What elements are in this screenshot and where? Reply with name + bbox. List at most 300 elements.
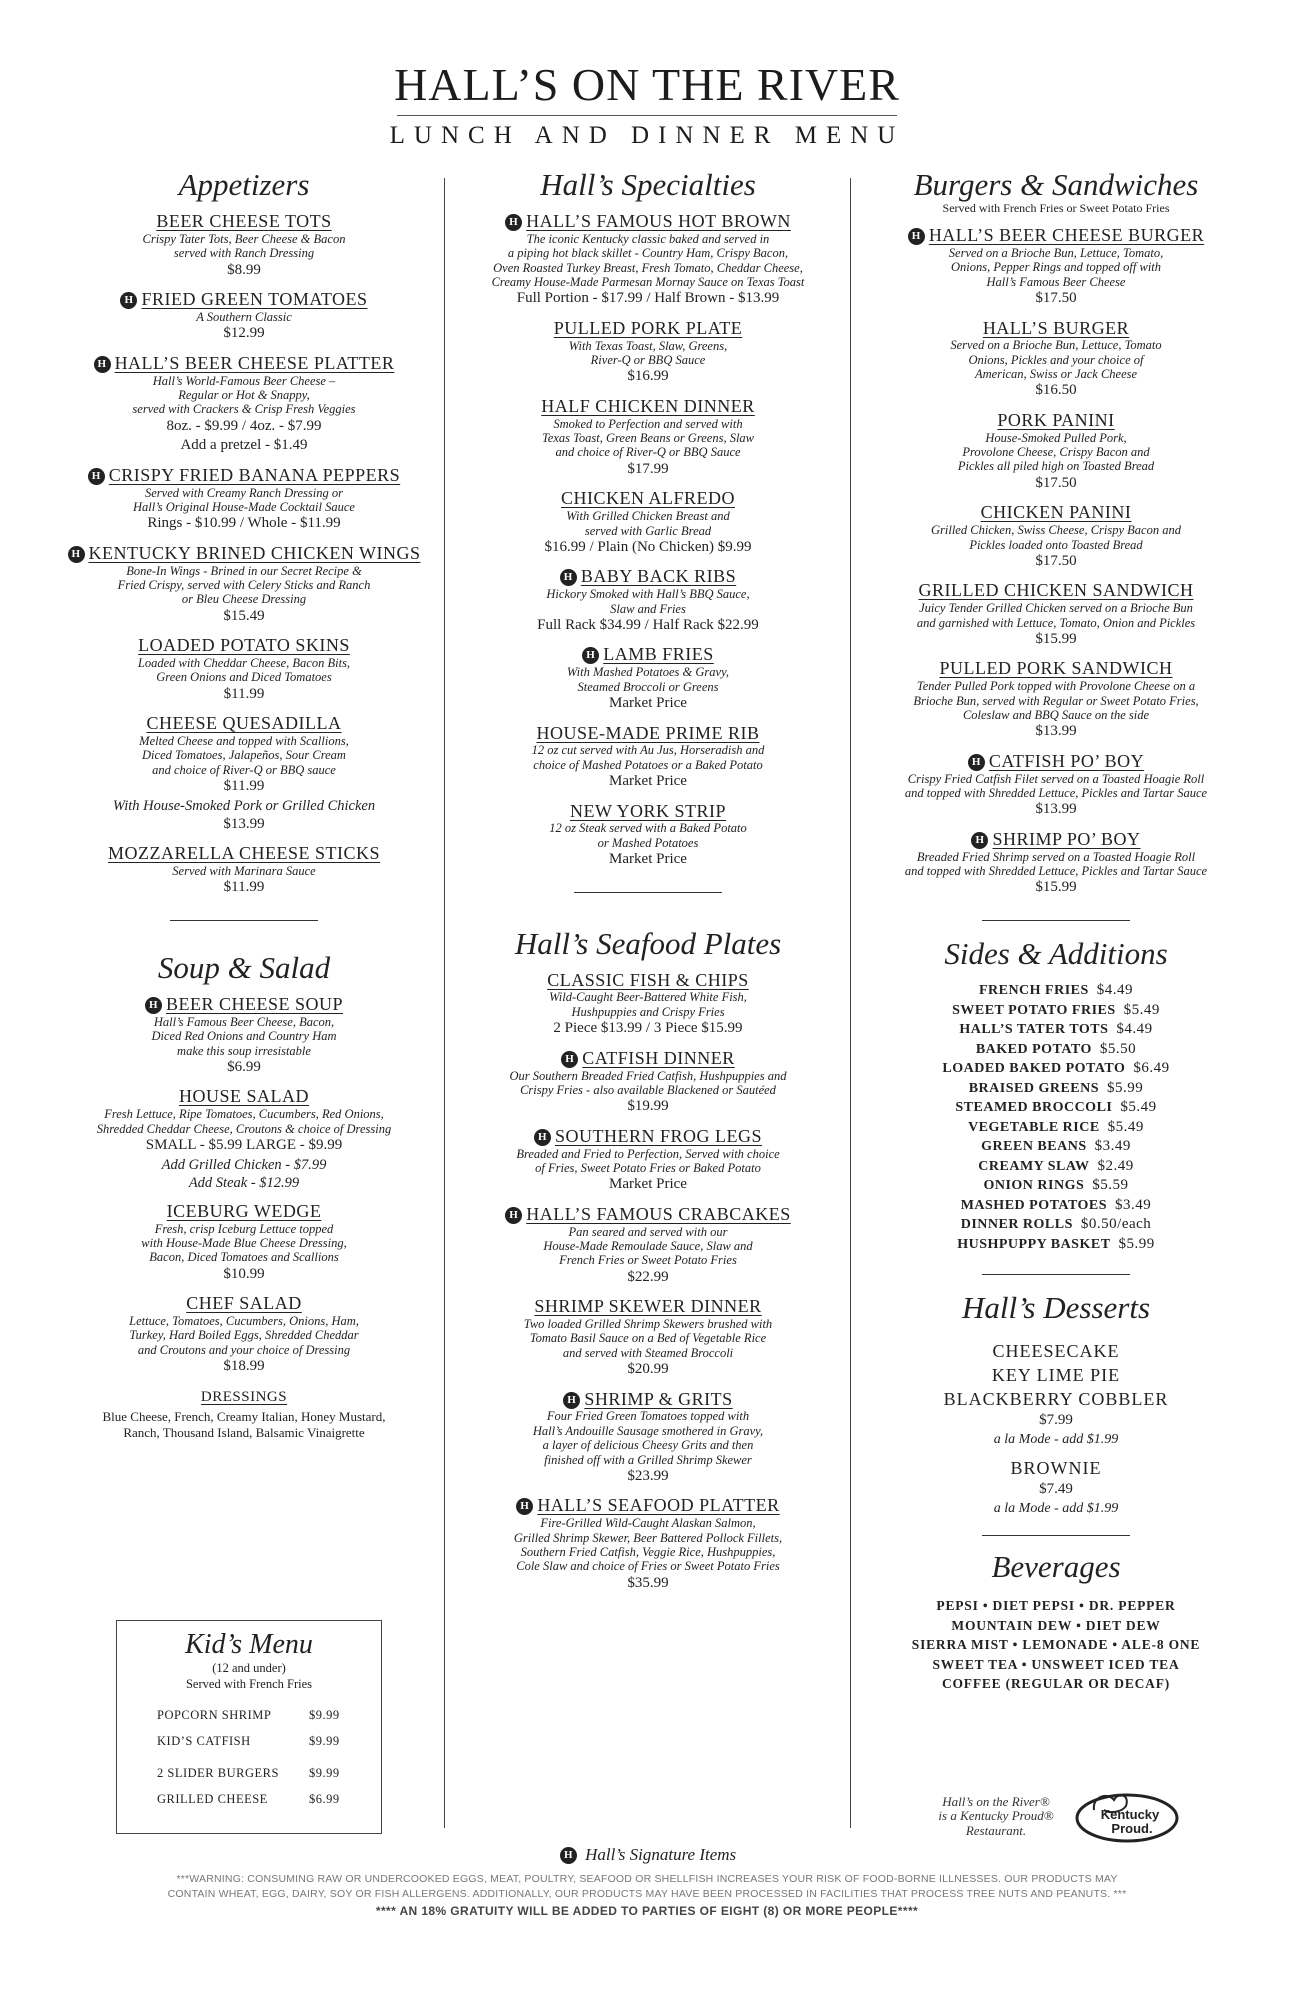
menu-item-price: $16.99 / Plain (No Chicken) $9.99 [544, 538, 752, 555]
menu-item [60, 714, 428, 834]
menu-item-description: River-Q or BBQ Sauce [590, 353, 706, 368]
menu-item-name-text: HALL’S BEER CHEESE PLATTER [114, 352, 395, 373]
menu-item-description: a piping hot black skillet - Country Ham, Crispy Bacon, [507, 246, 789, 261]
menu-item-description: and served with Steamed Broccoli [562, 1345, 734, 1360]
menu-item-name-text: SHRIMP SKEWER DINNER [534, 1296, 762, 1317]
menu-item-description: Served with Marinara Sauce [172, 864, 316, 879]
specialties-title: Hall’s Specialties [540, 167, 756, 202]
menu-item-name-text: PORK PANINI [997, 409, 1115, 430]
menu-item [462, 1297, 834, 1379]
menu-item-price: $13.99 [1035, 723, 1077, 740]
dressings-title: DRESSINGS [200, 1388, 288, 1405]
menu-item-description: Hall’s Famous Beer Cheese, Bacon, [153, 1014, 335, 1029]
menu-item-description: Brioche Bun, served with Regular or Sweet Potato Fries, [913, 693, 1199, 708]
menu-item-price: $22.99 [627, 1268, 669, 1285]
menu-item [866, 319, 1246, 401]
circled-h-icon: H [94, 356, 111, 373]
dessert-item: CHEESECAKE [992, 1341, 1120, 1362]
menu-item-description: Served with Creamy Ranch Dressing or [144, 485, 343, 500]
kids-item [117, 1708, 381, 1734]
menu-item-description: With Grilled Chicken Breast and [566, 509, 730, 524]
menu-item-description: House-Made Remoulade Sauce, Slaw and [543, 1239, 753, 1253]
kids-menu-title: Kid’s Menu [185, 1629, 313, 1660]
menu-item-description: Diced Tomatoes, Jalapeños, Sour Cream [142, 748, 346, 763]
menu-item-name [60, 844, 428, 864]
menu-item-price: $17.99 [627, 460, 669, 477]
side-item-name: SWEET POTATO FRIES [952, 1002, 1116, 1018]
menu-item-description: Onions, Pickles and your choice of [968, 352, 1144, 367]
menu-item-price: $11.99 [223, 685, 265, 702]
circled-h-icon: H [582, 647, 599, 664]
menu-item-description: Hall’s Famous Beer Cheese [986, 274, 1126, 289]
seafood-title: Hall’s Seafood Plates [514, 925, 782, 961]
menu-item [866, 581, 1246, 649]
menu-item-description: Fire-Grilled Wild-Caught Alaskan Salmon, [540, 1516, 756, 1531]
menu-item [462, 1496, 834, 1593]
dessert-item: BROWNIE [1010, 1458, 1102, 1479]
circled-h-icon: H [971, 832, 988, 849]
restaurant-title: HALL’S ON THE RIVER [394, 59, 900, 110]
menu-item-name-text: SOUTHERN FROG LEGS [554, 1125, 763, 1146]
menu-item-name-text: CATFISH DINNER [582, 1047, 735, 1068]
menu-item-name [462, 567, 834, 587]
beverages-title: Beverages [991, 1549, 1121, 1585]
side-item-name: FRENCH FRIES [978, 983, 1089, 999]
side-item-price: $5.49 [1107, 1118, 1144, 1135]
menu-item-name [866, 581, 1246, 601]
circled-h-icon: H [505, 214, 522, 231]
menu-item-name [462, 1049, 834, 1069]
menu-item-description: Loaded with Cheddar Cheese, Bacon Bits, [137, 656, 351, 670]
menu-item-name [60, 714, 428, 734]
menu-item-name-text: BEER CHEESE TOTS [156, 211, 332, 232]
menu-item-description: Green Onions and Diced Tomatoes [156, 670, 332, 685]
menu-item-name-text: HALL’S BURGER [982, 317, 1130, 338]
menu-item-description: Shredded Cheddar Cheese, Croutons & choice of Dressing [96, 1121, 392, 1136]
menu-item-name-text: CATFISH PO’ BOY [988, 750, 1145, 771]
circled-h-icon: H [908, 228, 925, 245]
menu-item [462, 1205, 834, 1287]
menu-item-price: Market Price [609, 773, 687, 790]
circled-h-icon: H [120, 292, 137, 309]
menu-item-description: Hushpuppies and Crispy Fries [571, 1004, 725, 1019]
menu-item-price: Rings - $10.99 / Whole - $11.99 [147, 515, 341, 532]
kids-item [117, 1792, 381, 1818]
menu-item-name [866, 830, 1246, 850]
menu-item-price: $15.99 [1035, 630, 1077, 647]
menu-item-addon-price: $13.99 [223, 815, 265, 832]
menu-item-name [60, 636, 428, 656]
menu-item-name-text: KENTUCKY BRINED CHICKEN WINGS [88, 542, 421, 563]
menu-item-name-text: HALL’S BEER CHEESE BURGER [928, 225, 1205, 246]
kentucky-proud-line: is a Kentucky Proud® [938, 1808, 1054, 1824]
soup-salad-title: Soup & Salad [157, 949, 331, 985]
menu-item [462, 319, 834, 387]
menu-item-description: With Texas Toast, Slaw, Greens, [568, 338, 728, 353]
menu-item-price: $15.49 [223, 607, 265, 624]
menu-item-price: $12.99 [223, 325, 265, 342]
circled-h-icon: H [516, 1498, 533, 1515]
side-item [866, 1020, 1246, 1040]
menu-item-description: 12 oz Steak served with a Baked Potato [549, 821, 747, 836]
menu-item-name [60, 1202, 428, 1222]
dressings-line-2: Ranch, Thousand Island, Balsamic Vinaigrette [123, 1425, 365, 1441]
dressings-block [60, 1389, 428, 1442]
menu-item-price: $15.99 [1035, 879, 1077, 896]
menu-item-name-text: HALF CHICKEN DINNER [541, 395, 755, 416]
menu-item-description: Juicy Tender Grilled Chicken served on a Brioche Bun [919, 601, 1193, 616]
burgers-note: Served with French Fries or Sweet Potato Fries [942, 201, 1170, 216]
menu-item-description: Fried Crispy, served with Celery Sticks and Ranch [117, 577, 371, 592]
side-item [866, 1235, 1246, 1255]
menu-item-name [462, 319, 834, 339]
side-item-price: $5.59 [1092, 1177, 1129, 1194]
menu-item-description: served with Crackers & Crisp Fresh Veggies [132, 402, 356, 417]
menu-item-name-text: PULLED PORK PLATE [553, 317, 743, 338]
menu-item-description: Coleslaw and BBQ Sauce on the side [962, 708, 1150, 722]
menu-item-price: Add a pretzel - $1.49 [180, 437, 308, 454]
header-rule [397, 115, 897, 116]
menu-item-name-text: CHICKEN ALFREDO [560, 488, 735, 509]
kids-item-name: POPCORN SHRIMP [157, 1708, 272, 1723]
menu-item-description: Two loaded Grilled Shrimp Skewers brushed with [523, 1317, 773, 1332]
desserts-title: Hall’s Desserts [961, 1290, 1151, 1326]
side-item-name: ONION RINGS [983, 1178, 1085, 1194]
side-item [866, 1118, 1246, 1138]
menu-item-description: Pickles all piled high on Toasted Bread [957, 459, 1155, 474]
menu-item-price: $17.50 [1035, 474, 1077, 491]
logo-text-proud: Proud. [1111, 1821, 1153, 1836]
menu-item-addon: With House-Smoked Pork or Grilled Chicken [112, 797, 376, 814]
menu-item-addon: Add Grilled Chicken - $7.99 [161, 1156, 327, 1173]
side-item-name: MASHED POTATOES [960, 1197, 1108, 1213]
kids-menu-fries-note: Served with French Fries [185, 1676, 313, 1691]
side-item-price: $6.49 [1133, 1060, 1170, 1077]
menu-item-price: Market Price [609, 851, 687, 868]
menu-item-name-text: MOZZARELLA CHEESE STICKS [107, 843, 380, 864]
allergen-warning-line-1: ***WARNING: CONSUMING RAW OR UNDERCOOKED EGGS, MEAT, POULTRY, SEAFOOD OR SHELLFISH INCREASES YOUR RISK OF FOOD-BORNE ILLNESSES. OUR PRODUCTS MAY [176, 1873, 1118, 1885]
menu-item-description: Regular or Hot & Snappy, [178, 387, 310, 402]
column-right [866, 168, 1246, 1694]
menu-item-description: Hall’s World-Famous Beer Cheese – [152, 373, 336, 388]
menu-item-price: $6.99 [227, 1058, 261, 1075]
menu-item-name-text: CRISPY FRIED BANANA PEPPERS [108, 464, 401, 485]
menu-item [60, 636, 428, 704]
circled-h-icon: H [145, 997, 162, 1014]
side-item-price: $2.49 [1097, 1157, 1134, 1174]
menu-item-price: $11.99 [223, 879, 265, 896]
section-divider [170, 920, 318, 921]
menu-item-name [462, 212, 834, 232]
menu-item [60, 1294, 428, 1376]
menu-item-price: $17.50 [1035, 552, 1077, 569]
menu-item-addon: Add Steak - $12.99 [188, 1174, 300, 1191]
side-item [866, 981, 1246, 1001]
menu-item-description: Slaw and Fries [610, 601, 686, 616]
menu-item-name-text: HALL’S FAMOUS HOT BROWN [526, 211, 791, 232]
menu-item-price: Full Rack $34.99 / Half Rack $22.99 [537, 616, 759, 633]
side-item-name: GREEN BEANS [981, 1139, 1087, 1155]
gratuity-note: **** AN 18% GRATUITY WILL BE ADDED TO PARTIES OF EIGHT (8) OR MORE PEOPLE**** [375, 1904, 919, 1919]
menu-item-description: Grilled Chicken, Swiss Cheese, Crispy Bacon and [931, 523, 1181, 538]
column-left [60, 168, 428, 1442]
menu-item-description: or Bleu Cheese Dressing [181, 592, 307, 607]
appetizers-list [60, 212, 428, 898]
menu-subtitle: LUNCH AND DINNER MENU [389, 122, 905, 149]
menu-item-description: Served on a Brioche Bun, Lettuce, Tomato [950, 338, 1162, 353]
menu-item-description: Breaded Fried Shrimp served on a Toasted Hoagie Roll [916, 849, 1196, 864]
menu-item-name [462, 724, 834, 744]
menu-item-name [866, 411, 1246, 431]
menu-item-name [462, 1297, 834, 1317]
menu-item-description: Served on a Brioche Bun, Lettuce, Tomato, [948, 245, 1164, 260]
menu-item-name [60, 995, 428, 1015]
menu-item-name [866, 659, 1246, 679]
dressings-line-1: Blue Cheese, French, Creamy Italian, Honey Mustard, [102, 1409, 386, 1425]
menu-item-description: and topped with Shredded Lettuce, Pickles and Tartar Sauce [904, 864, 1208, 879]
side-item [866, 1157, 1246, 1177]
side-item [866, 1059, 1246, 1079]
menu-item-price: Market Price [609, 1176, 687, 1193]
menu-item-description: choice of Mashed Potatoes or a Baked Potato [533, 757, 763, 772]
soup-salad-list [60, 995, 428, 1377]
side-item-price: $3.49 [1094, 1138, 1131, 1155]
menu-item-description: Turkey, Hard Boiled Eggs, Shredded Cheddar [129, 1328, 359, 1343]
menu-item [866, 830, 1246, 898]
kids-menu-age-note: (12 and under) [212, 1661, 286, 1675]
side-item [866, 1098, 1246, 1118]
menu-item [60, 1087, 428, 1191]
menu-item [462, 645, 834, 713]
menu-item-description: Pan seared and served with our [568, 1224, 728, 1239]
seafood-list [462, 971, 834, 1594]
side-item-price: $5.99 [1107, 1079, 1144, 1096]
kids-item-name: 2 SLIDER BURGERS [157, 1766, 279, 1781]
side-item-price: $5.49 [1123, 1001, 1160, 1018]
menu-item-price: $19.99 [627, 1098, 669, 1115]
menu-item-name [462, 1205, 834, 1225]
menu-item-name-text: CHEESE QUESADILLA [146, 713, 342, 734]
menu-item-price: $11.99 [223, 778, 265, 795]
side-item-price: $5.49 [1120, 1099, 1157, 1116]
menu-item-description: Melted Cheese and topped with Scallions, [139, 734, 349, 749]
footer [40, 1872, 1254, 1918]
menu-item-description: Creamy House-Made Parmesan Mornay Sauce on Texas Toast [491, 275, 805, 290]
side-item-price: $5.99 [1118, 1235, 1155, 1252]
kids-item-name: KID’S CATFISH [157, 1734, 251, 1749]
menu-item [866, 226, 1246, 308]
menu-item [60, 844, 428, 898]
menu-item-description: Our Southern Breaded Fried Catfish, Hushpuppies and [509, 1068, 787, 1083]
menu-item-name [866, 226, 1246, 246]
menu-item-price: $20.99 [627, 1361, 669, 1378]
kentucky-proud-note [920, 1795, 1072, 1838]
menu-item-description: Crispy Fries - also available Blackened or Sautéed [520, 1082, 776, 1097]
menu-item-description: Hall’s Andouille Sausage smothered in Gravy, [532, 1423, 764, 1438]
side-item-name: DINNER ROLLS [960, 1217, 1073, 1233]
menu-item-description: served with Garlic Bread [584, 523, 712, 538]
menu-item [866, 659, 1246, 741]
menu-item-description: Hickory Smoked with Hall’s BBQ Sauce, [546, 587, 750, 602]
menu-item-description: Oven Roasted Turkey Breast, Fresh Tomato, Cheddar Cheese, [493, 260, 803, 275]
menu-item-description: Wild-Caught Beer-Battered White Fish, [549, 990, 747, 1005]
circled-h-icon: H [560, 569, 577, 586]
menu-item [60, 1202, 428, 1284]
menu-item-name-text: LOADED POTATO SKINS [138, 635, 350, 656]
menu-item-description: Four Fried Green Tomatoes topped with [546, 1409, 750, 1424]
side-item-name: HUSHPUPPY BASKET [957, 1236, 1111, 1252]
menu-item-name-text: ICEBURG WEDGE [166, 1200, 322, 1221]
menu-item-description: Provolone Cheese, Crispy Bacon and [962, 445, 1150, 460]
sides-title: Sides & Additions [944, 935, 1168, 971]
menu-item-name [866, 752, 1246, 772]
menu-item-description: House-Smoked Pulled Pork, [985, 430, 1127, 445]
signature-legend-text: Hall’s Signature Items [585, 1845, 737, 1864]
menu-item-description: Texas Toast, Green Beans or Greens, Slaw [541, 431, 755, 446]
menu-item-price: Market Price [609, 695, 687, 711]
menu-item-description: Hall’s Original House-Made Cocktail Sauce [133, 499, 355, 514]
circled-h-icon: H [968, 754, 985, 771]
dessert-item: BLACKBERRY COBBLER [943, 1389, 1169, 1410]
menu-item-description: Southern Fried Catfish, Veggie Rice, Hushpuppies, [520, 1545, 776, 1560]
menu-item [60, 466, 428, 534]
menu-item-description: with House-Made Blue Cheese Dressing, [141, 1235, 347, 1250]
menu-item [462, 1049, 834, 1117]
side-item [866, 1196, 1246, 1216]
menu-item-description: American, Swiss or Jack Cheese [974, 367, 1138, 382]
kids-menu-box [116, 1620, 382, 1834]
menu-item [866, 411, 1246, 493]
menu-item-description: Crispy Fried Catfish Filet served on a Toasted Hoagie Roll [907, 771, 1205, 786]
menu-item-name [462, 645, 834, 665]
kentucky-proud-line: Hall’s on the River® [942, 1794, 1050, 1809]
section-divider [982, 1535, 1130, 1536]
menu-item [462, 1127, 834, 1195]
menu-item-name-text: BEER CHEESE SOUP [165, 994, 344, 1015]
menu-item-description: and choice of River-Q or BBQ sauce [152, 762, 336, 777]
side-item-price: $4.49 [1116, 1021, 1153, 1038]
menu-item-description: and choice of River-Q or BBQ Sauce [555, 445, 741, 460]
menu-item-name [60, 290, 428, 310]
allergen-warning-line-2: CONTAIN WHEAT, EGG, DAIRY, SOY OR FISH ALLERGENS. ADDITIONALLY, OUR PRODUCTS MAY HAVE BEEN PROCESSED IN FACILITIES THAT PROCESS TREE NUTS AND PEANUTS. *** [167, 1888, 1127, 1901]
menu-item-name-text: HALL’S SEAFOOD PLATTER [537, 1495, 780, 1516]
menu-item-name [866, 503, 1246, 523]
menu-item-name [462, 1127, 834, 1147]
menu-item-price: $13.99 [1035, 801, 1077, 818]
menu-item-name [60, 1087, 428, 1107]
side-item-price: $4.49 [1096, 982, 1134, 999]
menu-item-name-text: CHEF SALAD [186, 1293, 302, 1314]
menu-item-description: and topped with Shredded Lettuce, Pickles and Tartar Sauce [904, 786, 1208, 801]
section-divider [574, 892, 722, 893]
kids-item [117, 1766, 381, 1792]
menu-item-price: $16.50 [1035, 382, 1077, 399]
menu-item-price: SMALL - $5.99 LARGE - $9.99 [145, 1137, 343, 1154]
menu-item-name-text: SHRIMP PO’ BOY [992, 828, 1141, 849]
menu-item-description: Fresh Lettuce, Ripe Tomatoes, Cucumbers, Red Onions, [104, 1107, 384, 1122]
menu-item-name [60, 212, 428, 232]
menu-header [0, 58, 1294, 150]
kids-item [117, 1734, 381, 1760]
menu-item-name [462, 489, 834, 509]
menu-item-description: Cole Slaw and choice of Fries or Sweet Potato Fries [516, 1559, 780, 1574]
beverage-line: PEPSI • DIET PEPSI • DR. PEPPER [936, 1598, 1176, 1614]
menu-item-price: 2 Piece $13.99 / 3 Piece $15.99 [553, 1020, 743, 1037]
menu-item-name-text: GRILLED CHICKEN SANDWICH [918, 580, 1194, 601]
burgers-list [866, 226, 1246, 898]
beverage-line: SIERRA MIST • LEMONADE • ALE-8 ONE [911, 1637, 1201, 1653]
menu-item-price: $35.99 [627, 1574, 669, 1591]
menu-item-description: Fresh, crisp Iceburg Lettuce topped [154, 1221, 334, 1236]
menu-item-name-text: FRIED GREEN TOMATOES [141, 289, 368, 310]
circled-h-icon: H [505, 1207, 522, 1224]
kids-item-price: $9.99 [309, 1766, 340, 1781]
side-item-name: BRAISED GREENS [968, 1080, 1100, 1096]
menu-item [462, 397, 834, 479]
burgers-title: Burgers & Sandwiches [913, 167, 1199, 202]
menu-item [866, 752, 1246, 820]
beverage-line: SWEET TEA • UNSWEET ICED TEA [932, 1656, 1180, 1672]
logo-text-kentucky: Kentucky [1100, 1807, 1160, 1822]
menu-item-description: Grilled Shrimp Skewer, Beer Battered Pollock Fillets, [513, 1530, 783, 1545]
section-divider [982, 1274, 1130, 1275]
menu-item-description: Pickles loaded onto Toasted Bread [969, 537, 1143, 552]
menu-item-name-text: BABY BACK RIBS [580, 566, 737, 587]
side-item-name: VEGETABLE RICE [968, 1119, 1100, 1135]
menu-item-description: With Mashed Potatoes & Gravy, [566, 665, 730, 680]
menu-item-name [462, 971, 834, 991]
menu-item-name-text: LAMB FRIES [603, 644, 714, 665]
menu-item-description: served with Ranch Dressing [173, 246, 315, 261]
menu-item [462, 724, 834, 792]
menu-item-name [60, 1294, 428, 1314]
menu-item-price: $16.99 [627, 368, 669, 385]
menu-item [60, 995, 428, 1077]
menu-item-description: Tender Pulled Pork topped with Provolone Cheese on a [916, 679, 1196, 694]
side-item [866, 1040, 1246, 1060]
menu-item-name-text: CHICKEN PANINI [980, 502, 1132, 523]
dessert-addon: a la Mode - add $1.99 [993, 1500, 1119, 1516]
side-item-name: HALL’S TATER TOTS [959, 1022, 1109, 1038]
column-divider-right [850, 178, 851, 1828]
menu-item-description: and Croutons and your choice of Dressing [137, 1342, 351, 1357]
menu-item-name [60, 466, 428, 486]
menu-item-name-text: CLASSIC FISH & CHIPS [547, 969, 749, 990]
kids-item-price: $9.99 [309, 1734, 340, 1749]
side-item-name: STEAMED BROCCOLI [955, 1100, 1113, 1116]
appetizers-title: Appetizers [178, 167, 310, 202]
column-divider-left [444, 178, 445, 1828]
menu-item-name [462, 397, 834, 417]
menu-item-description: finished off with a Grilled Shrimp Skewer [544, 1452, 752, 1467]
kentucky-proud-logo-icon [1074, 1788, 1180, 1844]
menu-item-name-text: PULLED PORK SANDWICH [939, 658, 1173, 679]
dessert-addon: a la Mode - add $1.99 [993, 1431, 1119, 1447]
circled-h-icon: H [561, 1051, 578, 1068]
menu-item-name-text: HALL’S FAMOUS CRABCAKES [526, 1203, 791, 1224]
signature-legend [462, 1845, 834, 1865]
menu-item-description: Smoked to Perfection and served with [553, 416, 743, 431]
circled-h-icon: H [88, 468, 105, 485]
side-item [866, 1001, 1246, 1021]
kids-item-name: GRILLED CHEESE [157, 1792, 268, 1807]
menu-item-price: $23.99 [627, 1467, 669, 1484]
side-item-name: LOADED BAKED POTATO [942, 1061, 1126, 1077]
column-middle [462, 168, 834, 1593]
menu-item-name [462, 1390, 834, 1410]
menu-item-description: Onions, Pepper Rings and topped off with [950, 260, 1162, 275]
menu-item-name [60, 544, 428, 564]
